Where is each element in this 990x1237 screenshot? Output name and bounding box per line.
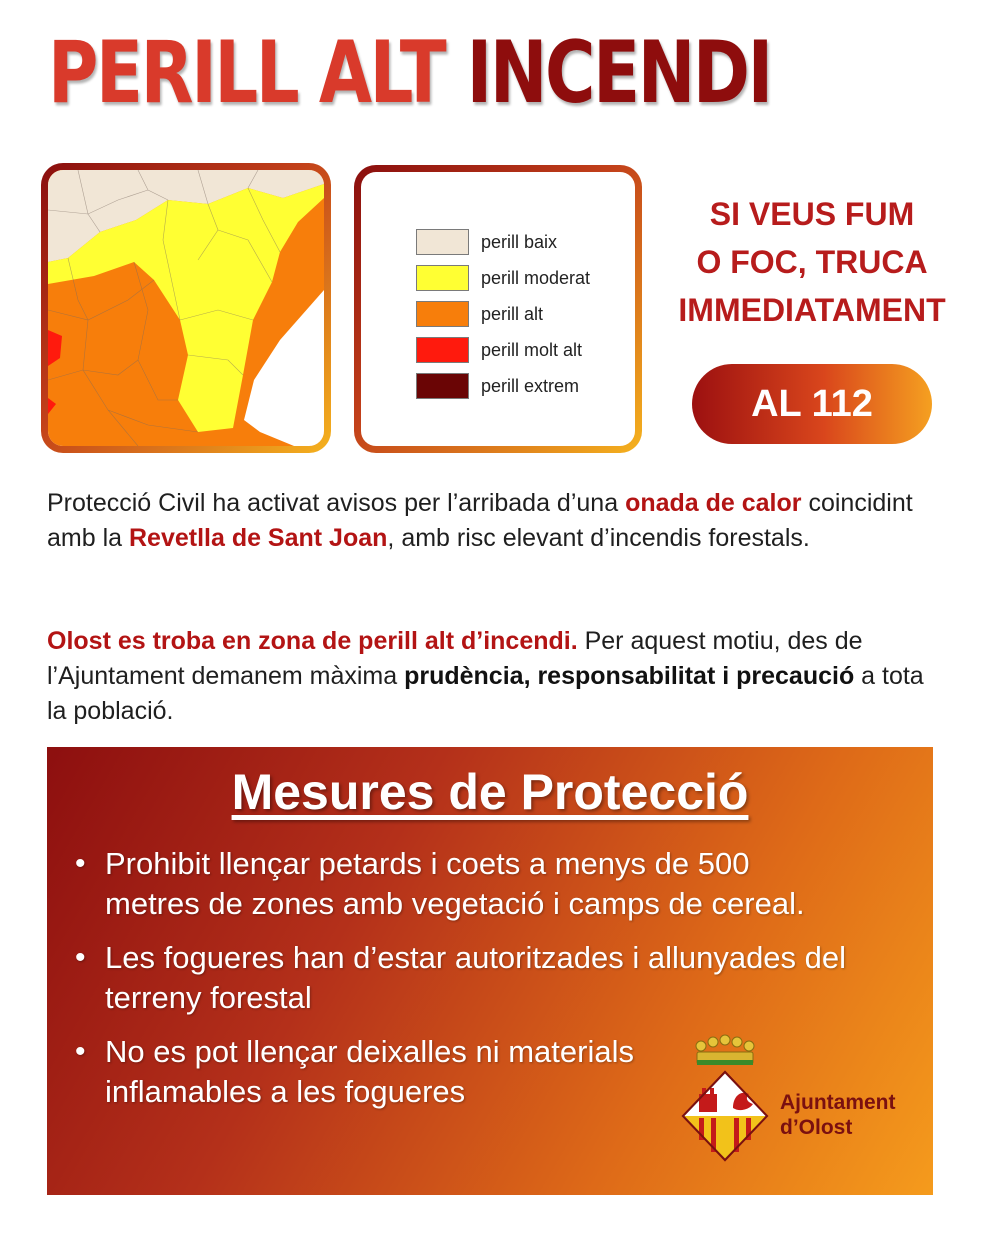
warning-bold: prudència, responsabilitat i precaució [404,662,855,690]
intro-highlight-heatwave: onada de calor [625,489,802,517]
list-item: • Prohibit llençar petards i coets a menys de 500 metres de zones amb vegetació i camps de cereal. [105,844,845,924]
warning-text-1: Per aquest motiu, des de l’Ajuntament demanem màxima [47,627,863,690]
warning-highlight: Olost es troba en zona de perill alt d’incendi. [47,627,578,655]
legend-label: perill extrem [481,375,580,396]
intro-paragraph [47,486,947,556]
call-line-2: O FOC, TRUCA [696,244,928,280]
legend-item [416,260,590,296]
legend-label: perill molt alt [481,339,583,360]
intro-text-1: Protecció Civil ha activat avisos per l’arribada d’una [47,489,626,517]
legend-item [416,296,590,332]
page-title [48,23,771,123]
legend-label: perill alt [481,303,544,324]
map-legend-frame [354,165,642,453]
legend-swatch-extrem [416,373,469,399]
warning-paragraph [47,624,947,729]
risk-map [48,170,324,446]
town-crest-icon [675,1022,775,1162]
title-part-1: PERILL ALT [48,23,445,123]
intro-text-3: , amb risc elevant d’incendis forestals. [387,524,810,552]
call-line-1: SI VEUS FUM [709,196,915,232]
intro-text-2: coincidint amb la [47,489,913,552]
risk-map-frame [41,163,331,453]
map-legend [416,224,590,404]
intro-highlight-revetlla: Revetlla de Sant Joan [128,524,388,552]
council-line-2: d’Olost [780,1116,853,1139]
legend-label: perill baix [481,231,558,252]
title-part-2: INCENDI [466,23,771,123]
call-line-3: IMMEDIATAMENT [678,292,946,328]
legend-swatch-baix [416,229,469,255]
protection-measures-panel [47,747,933,1195]
council-line-1: Ajuntament [780,1091,896,1114]
emergency-number-badge: AL 112 [692,364,932,444]
measures-list [105,844,895,1126]
list-item: • No es pot llençar deixalles ni materials inflamables a les fogueres [105,1032,665,1112]
legend-swatch-alt [416,301,469,327]
call-to-action [662,190,962,334]
legend-item [416,332,590,368]
council-name [780,1090,896,1140]
legend-item [416,368,590,404]
list-item: • Les fogueres han d’estar autoritzades i allunyades del terreny forestal [105,938,895,1018]
measures-title: Mesures de Protecció [231,764,749,820]
legend-item [416,224,590,260]
legend-swatch-molt-alt [416,337,469,363]
legend-swatch-moderat [416,265,469,291]
legend-label: perill moderat [481,267,591,288]
warning-text-2: a tota la població. [47,662,924,725]
